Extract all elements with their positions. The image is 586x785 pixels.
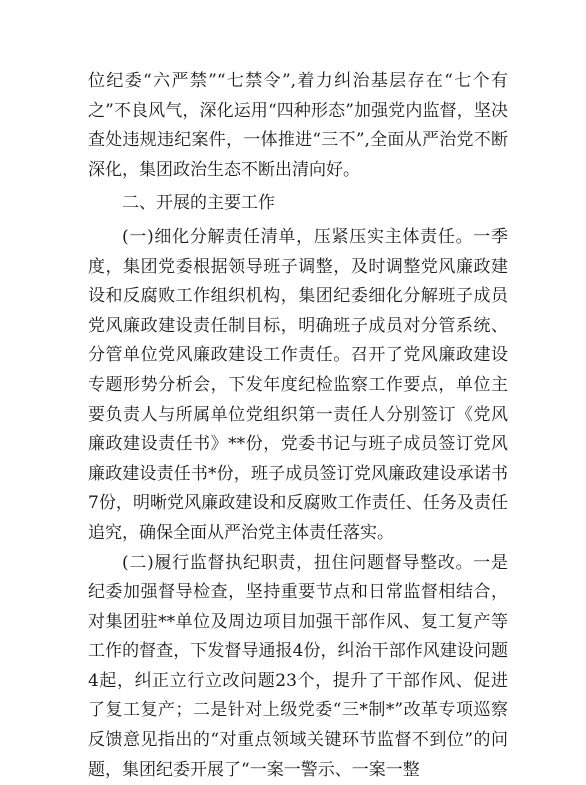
paragraph-supervision: (二)履行监督执纪职责，扭住问题督导整改。一是纪委加强督导检查，坚持重要节点和日常监督相结合，对集团驻**单位及周边项目加强干部作风、复工复产等工作的督查，下发督导通报4份，纠治干部作风建设问题4起，纠正立行立改问题23个，提升了干部作风、促进了复工复产；二是针对上级党委“三*制*”改革专项巡察反馈意见指出的“对重点领域关键环节监督不到位”的问题，集团纪委开展了“一案一警示、一案一整 bbox=[88, 549, 508, 785]
paragraph-responsibility: (一)细化分解责任清单，压紧压实主体责任。一季度，集团党委根据领导班子调整，及时调整党风廉政建设和反腐败工作组织机构，集团纪委细化分解班子成员党风廉政建设责任制目标，明确班子成员对分管系统、分管单位党风廉政建设工作责任。召开了党风廉政建设专题形势分析会，下发年度纪检监察工作要点，单位主要负责人与所属单位党组织第一责任人分别签订《党风廉政建设责任书》**份，党委书记与班子成员签订党风廉政建设责任书*份，班子成员签订党风廉政建设承诺书7份，明晰党风廉政建设和反腐败工作责任、任务及责任追究，确保全面从严治党主体责任落实。 bbox=[88, 223, 508, 549]
section-heading: 二、开展的主要工作 bbox=[88, 189, 508, 219]
document-body bbox=[88, 67, 508, 785]
paragraph-continuation: 位纪委“六严禁”“七禁令”,着力纠治基层存在“七个有之”不良风气，深化运用“四种形态”加强党内监督，坚决查处违规违纪案件，一体推进“三不”,全面从严治党不断深化，集团政治生态不断出清向好。 bbox=[88, 67, 508, 185]
